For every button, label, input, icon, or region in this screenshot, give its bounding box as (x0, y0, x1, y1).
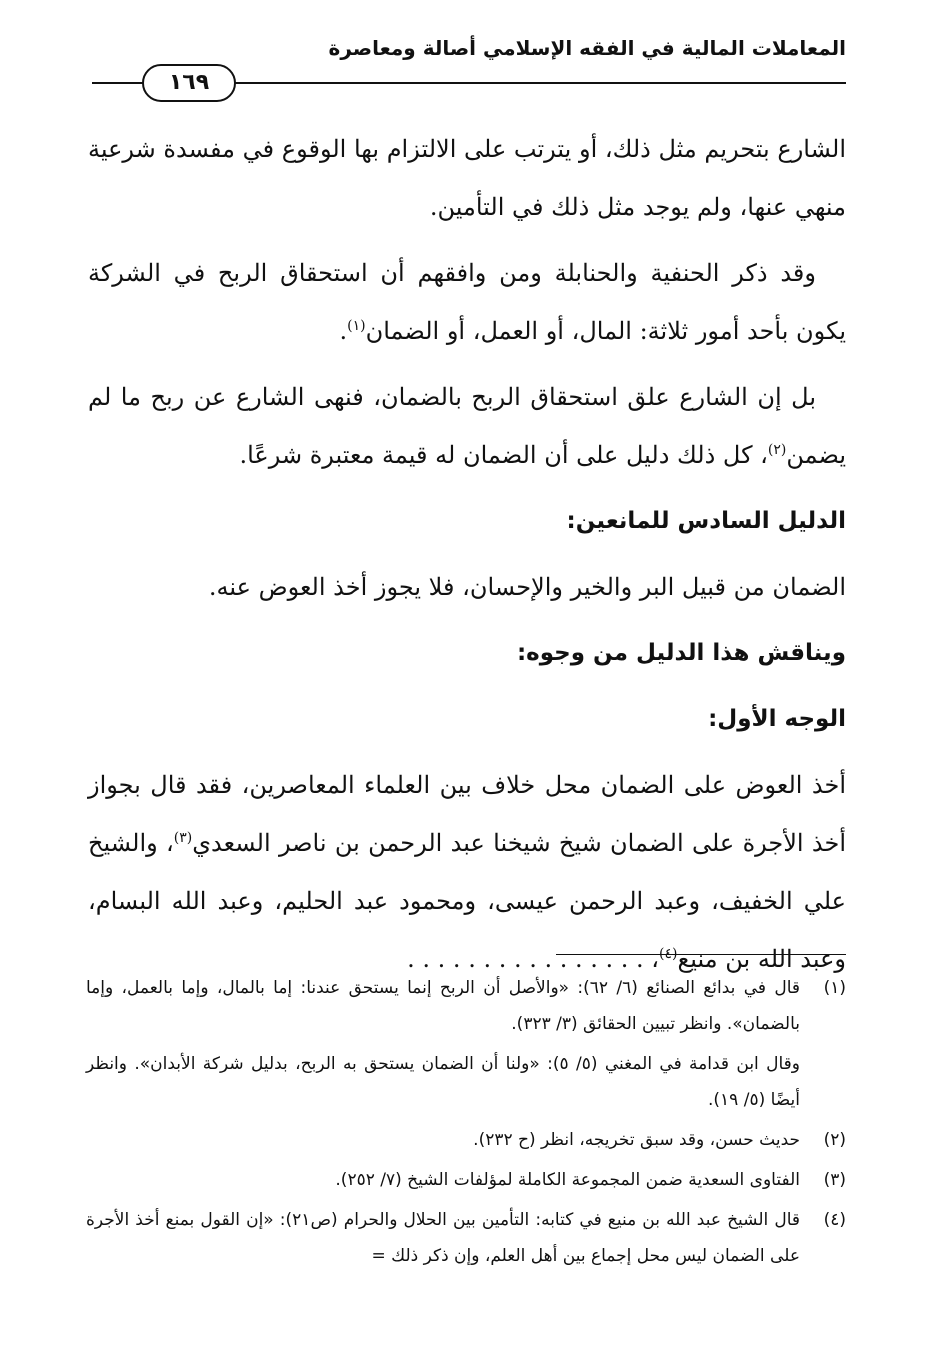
page-number: ١٦٩ (142, 64, 236, 102)
running-title: المعاملات المالية في الفقه الإسلامي أصالة ومعاصرة (328, 36, 846, 60)
paragraph-end: ، . . . . . . . . . . . . . . . . (407, 945, 660, 973)
footnote-text: حديث حسن، وقد سبق تخريجه، انظر (ح ٢٣٢). (473, 1130, 800, 1150)
footnote-rule (556, 954, 846, 955)
paragraph (88, 368, 846, 484)
footnote-text: الفتاوى السعدية ضمن المجموعة الكاملة لمؤلفات الشيخ (٧/ ٢٥٢). (335, 1170, 800, 1190)
footnote-number: (١) (823, 978, 846, 998)
footnote-ref[interactable]: (١) (347, 318, 366, 334)
footnote (86, 1122, 846, 1158)
section-heading: الدليل السادس للمانعين: (566, 508, 846, 534)
footnote-ref[interactable]: (٣) (173, 830, 193, 846)
paragraph-end: . (339, 317, 348, 345)
footnotes (86, 970, 846, 1278)
footnote-text: قال الشيخ عبد الله بن منيع في كتابه: التأمين بين الحلال والحرام (ص٢١): «إن القول بمنع أخذ الأجرة على الضمان ليس محل إجماع بين أهل العلم، وإن ذكر ذلك = (86, 1210, 801, 1266)
footnote-continuation: وقال ابن قدامة في المغني (٥/ ٥): «ولنا أن الضمان يستحق به الربح، بدليل شركة الأبدان». وانظر أيضًا (٥/ ١٩). (86, 1054, 800, 1110)
paragraph-text: ، والشيخ علي الخفيف، وعبد الرحمن عيسى، ومحمود عبد الحليم، وعبد الله البسام، وعبد الله بن منيع (88, 829, 846, 973)
footnote-text: قال في بدائع الصنائع (٦/ ٦٢): «والأصل أن الربح إنما يستحق عندنا: إما بالمال، وإما بالعمل، وإما بالضمان». وانظر تبيين الحقائق (٣/ ٣٢٣). (86, 978, 800, 1034)
footnote (86, 970, 846, 1042)
paragraph: الشارع بتحريم مثل ذلك، أو يترتب على الالتزام بها الوقوع في مفسدة شرعية منهي عنها، ولم يوجد مثل ذلك في التأمين. (88, 135, 846, 221)
paragraph-text: أخذ العوض على الضمان محل خلاف بين العلماء المعاصرين، فقد قال بجواز أخذ الأجرة على الضمان شيخ شيخنا عبد الرحمن بن ناصر السعدي (88, 771, 847, 857)
section-heading: ويناقش هذا الدليل من وجوه: (516, 640, 846, 666)
footnote (86, 1202, 846, 1274)
footnote-ref[interactable]: (٤) (659, 946, 678, 962)
footnote-number: (٣) (823, 1170, 846, 1190)
footnote (86, 1162, 846, 1198)
main-text (88, 120, 846, 996)
section-heading: الوجه الأول: (708, 706, 846, 732)
paragraph-text: وقد ذكر الحنفية والحنابلة ومن وافقهم أن استحقاق الربح في الشركة يكون بأحد أمور ثلاثة: المال، أو العمل، أو الضمان (88, 259, 846, 345)
paragraph-end: ، كل ذلك دليل على أن الضمان له قيمة معتبرة شرعًا. (239, 441, 768, 469)
paragraph (88, 244, 846, 360)
footnote-number: (٢) (823, 1130, 846, 1150)
paragraph: الضمان من قبيل البر والخير والإحسان، فلا يجوز أخذ العوض عنه. (208, 573, 846, 601)
footnote-number: (٤) (823, 1210, 846, 1230)
footnote-ref[interactable]: (٢) (767, 442, 787, 458)
paragraph-text: بل إن الشارع علق استحقاق الربح بالضمان، فنهى الشارع عن ربح ما لم يضمن (88, 383, 846, 469)
